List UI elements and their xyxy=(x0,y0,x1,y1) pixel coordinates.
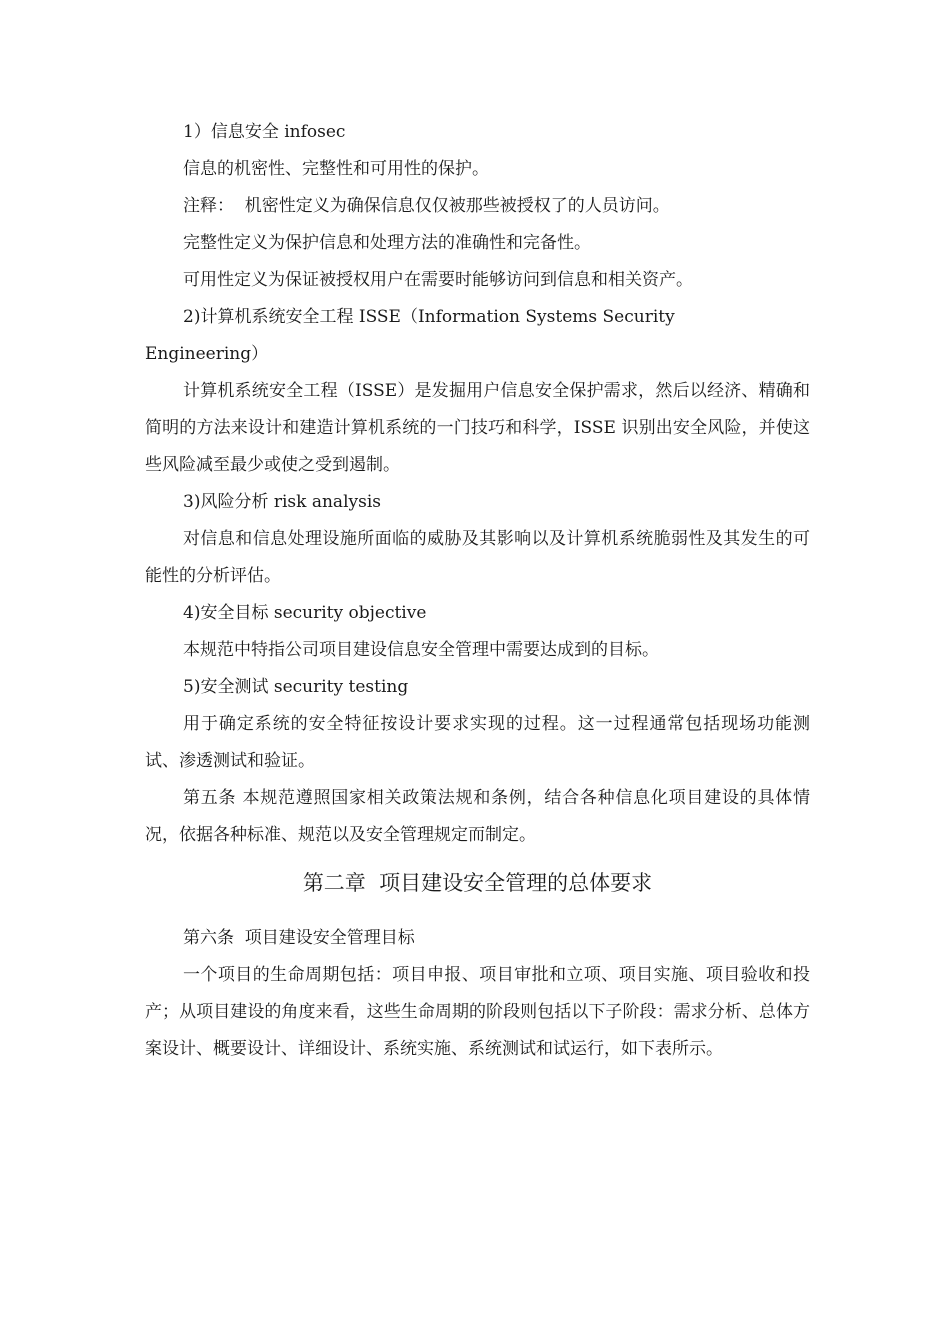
article-six-heading: 第六条 项目建设安全管理目标 xyxy=(183,928,415,948)
term-heading-risk-analysis: 3)风险分析 risk analysis xyxy=(183,492,381,512)
term-heading-security-objective: 4)安全目标 security objective xyxy=(183,603,427,623)
paragraph: 用于确定系统的安全特征按设计要求实现的过程。这一过程通常包括现场功能测试、渗透测试和验证。 xyxy=(145,714,810,771)
paragraph: 计算机系统安全工程（ISSE）是发掘用户信息安全保护需求，然后以经济、精确和简明的方法来设计和建造计算机系统的一门技巧和科学，ISSE 识别出安全风险，并使这些风险减至最少或使之受到遏制。 xyxy=(145,381,810,475)
paragraph: 完整性定义为保护信息和处理方法的准确性和完备性。 xyxy=(183,233,591,253)
note-paragraph: 注释： 机密性定义为确保信息仅仅被那些被授权了的人员访问。 xyxy=(183,196,670,216)
term-heading-isse-continued: Engineering） xyxy=(145,344,269,364)
document-page xyxy=(145,114,810,1068)
article-five: 第五条 本规范遵照国家相关政策法规和条例，结合各种信息化项目建设的具体情况，依据各种标准、规范以及安全管理规定而制定。 xyxy=(145,788,810,845)
term-heading-isse: 2)计算机系统安全工程 ISSE（Information Systems Security xyxy=(183,307,675,327)
term-heading-security-testing: 5)安全测试 security testing xyxy=(183,677,409,697)
paragraph: 可用性定义为保证被授权用户在需要时能够访问到信息和相关资产。 xyxy=(183,270,693,290)
paragraph: 一个项目的生命周期包括：项目申报、项目审批和立项、项目实施、项目验收和投产；从项目建设的角度来看，这些生命周期的阶段则包括以下子阶段：需求分析、总体方案设计、概要设计、详细设计、系统实施、系统测试和试运行，如下表所示。 xyxy=(145,965,810,1059)
paragraph: 信息的机密性、完整性和可用性的保护。 xyxy=(183,159,489,179)
term-heading-infosec: 1）信息安全 infosec xyxy=(183,122,346,142)
chapter-title: 第二章 项目建设安全管理的总体要求 xyxy=(302,871,653,895)
paragraph: 对信息和信息处理设施所面临的威胁及其影响以及计算机系统脆弱性及其发生的可能性的分析评估。 xyxy=(145,529,810,586)
paragraph: 本规范中特指公司项目建设信息安全管理中需要达成到的目标。 xyxy=(183,640,659,660)
